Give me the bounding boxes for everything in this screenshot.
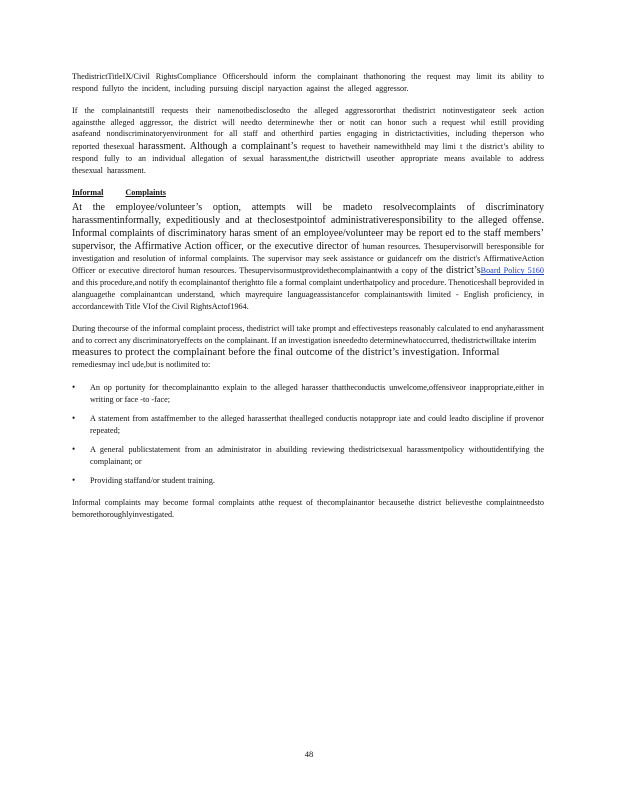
paragraph-informal-process [72, 323, 544, 371]
paragraph-confidentiality [72, 105, 544, 176]
paragraph-text: During thecourse of the informal complaint process, thedistrict will take prompt and effectivesteps reasonably calculated to end anyharassment and to correct any discriminatoryeffects on the complainant. If an investigation isneededto determinewhatoccurred, thedistrictwilltake interim [72, 324, 544, 345]
bullet-icon: • [72, 381, 76, 392]
list-item-text: Providing staffand/or student training. [90, 476, 215, 486]
paragraph-text: human resources. Thesupervisorwill beresponsible for investigation and resolution of informal complaints. The supervisor may seek assistance or guidancefr om the district's AffirmativeAction Officer or executive directorof human resources. Thesupervisormustprovidethecomplainantwith a copy of [72, 241, 545, 276]
paragraph-escalation: Informal complaints may become formal complaints atthe request of thecomplainantor becausethe district believesthe complaintneedsto bemorethoroughlyinvestigated. [72, 498, 544, 519]
page-number: 48 [304, 749, 314, 759]
list-item [72, 382, 544, 405]
section-heading-informal-complaints [72, 187, 544, 199]
document-body [72, 71, 544, 531]
paragraph-notice-limits: ThedistrictTitleIX/Civil RightsCompliance Officershould inform the complainant thathonoring the request may limit its ability to respond fullyto the incident, including pursuing discipl naryaction against the alleged aggressor. [72, 72, 544, 93]
paragraph-informal-option [72, 201, 544, 312]
paragraph-text: request to havetheir namewithheld may limi t the district’s [301, 141, 509, 151]
paragraph-text: and this procedure,and notify th ecomplainantof therightto file a formal complaint underthatpolicy and procedure. Thenoticeshall beprovided in alanguagethe complainantcan understand, which mayrequire languageassistancefor complainantswith limited - English proficiency, in accordancewith Title VIof the Civil RightsActof1964. [72, 278, 544, 311]
paragraph-text-large: ed to the staff members’ supervisor, the Affirmative Action officer, or the executive director of [72, 227, 544, 252]
heading-word: Complaints [125, 188, 166, 198]
board-policy-link[interactable]: Board Policy 5160 [480, 266, 544, 276]
list-item-text: A general publicstatement from an administrator in abuilding reviewing thedistrictsexual harassmentpolicy withoutidentifying the complainant; or [90, 445, 544, 466]
list-item [72, 444, 544, 467]
bullet-icon: • [72, 475, 76, 486]
bullet-icon: • [72, 444, 76, 455]
list-item-text: A statement from astaffmember to the alleged harasserthat thealleged conductis notappropr iate and could leadto discipline if provenor repeated; [90, 414, 544, 435]
paragraph-text: remediesmay incl ude,but is notlimited to: [72, 360, 211, 370]
paragraph-text-large: measures to protect the complainant before the final outcome of the district’s investigation. Informal [72, 347, 500, 359]
paragraph-text: At the employee/volunteer’s option, attempts will be madeto resolvecomplaints of discriminatory harassmentinformally, expeditiously and at theclosestpointof administrativeresponsibility to the alleged offense. Informal complaints of discriminatory haras sment of an employee/volunteer may be report [72, 201, 544, 239]
paragraph-text: ability to respond fully to an individual allegation of sexual harassment,the districtwill useother appropriate means available to address thesexual harassment. [72, 141, 545, 175]
list-item [72, 475, 544, 487]
paragraph-text: If the complainantstill requests their namenotbedisclosedto the alleged aggressororthat thedistrict notinvestigateor seek action againstthe alleged aggressor, the district will needto determinewhe ther or notit can honor such a request whil estill providing asafeand nondiscriminatoryenvironment for all staff and otherthird parties engaging in districtactivities, including theperson who reported thesexual [72, 106, 544, 151]
list-item [72, 413, 544, 436]
heading-word: Informal [72, 188, 104, 198]
remedies-list [72, 382, 544, 487]
list-item-text: An op portunity for thecomplainantto explain to the alleged harasser thattheconductis unwelcome,offensiveor inappropriate,either in writing or face -to -face; [90, 382, 544, 404]
paragraph-text-large: harassment. Although a complainant’s [138, 140, 298, 152]
paragraph-text-large: the district’s [430, 265, 481, 277]
bullet-icon: • [72, 413, 76, 424]
